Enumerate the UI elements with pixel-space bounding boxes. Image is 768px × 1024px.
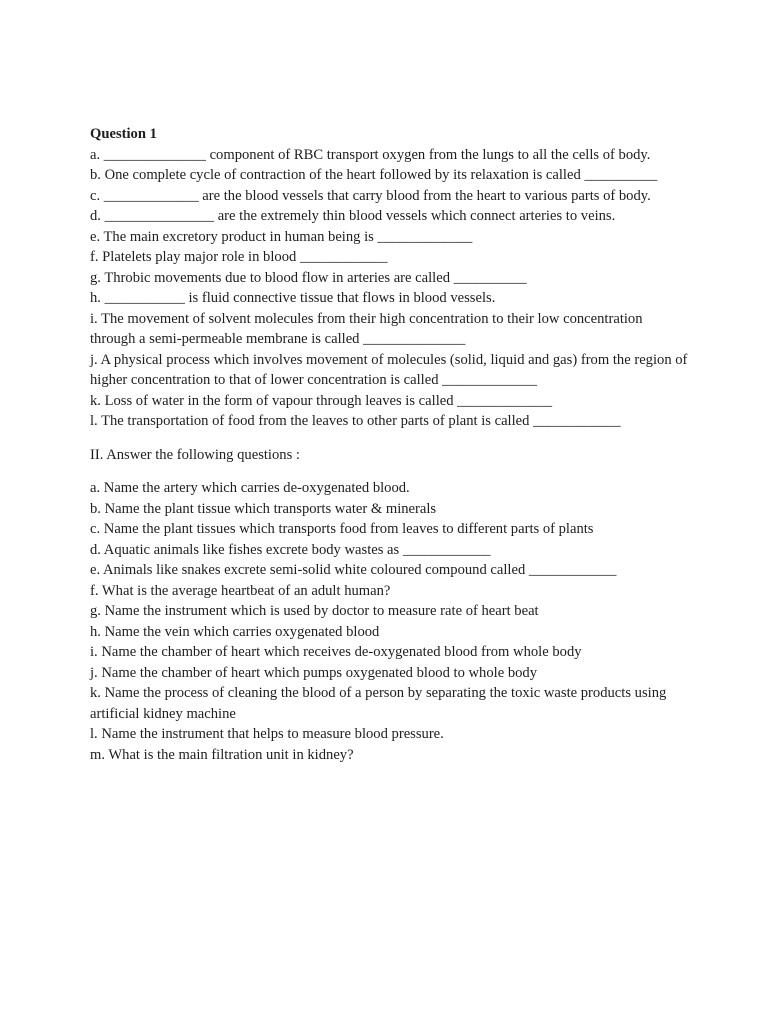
section-2-item: m. What is the main filtration unit in kidney?: [90, 746, 354, 763]
section-2-item: h. Name the vein which carries oxygenated blood: [90, 623, 380, 640]
question-1-item: a. ______________ component of RBC transport oxygen from the lungs to all the cells of body.: [90, 146, 651, 163]
section-2-item: l. Name the instrument that helps to measure blood pressure.: [90, 726, 444, 742]
section-2-item: i. Name the chamber of heart which receives de-oxygenated blood from whole body: [90, 644, 582, 660]
question-1-list: [90, 145, 690, 432]
question-1-item: h. ___________ is fluid connective tissue that flows in blood vessels.: [90, 290, 496, 306]
question-1-heading: Question 1: [90, 126, 157, 142]
section-2-item: c. Name the plant tissues which transports food from leaves to different parts of plants: [90, 521, 594, 537]
section-2-item: b. Name the plant tissue which transports water & minerals: [90, 500, 437, 517]
section-2-item: g. Name the instrument which is used by doctor to measure rate of heart beat: [90, 603, 539, 619]
question-1-item: f. Platelets play major role in blood ____________: [90, 249, 388, 265]
question-1-item: g. Throbic movements due to blood flow in arteries are called __________: [90, 269, 527, 286]
document-page: [90, 124, 690, 765]
section-2-item: k. Name the process of cleaning the blood of a person by separating the toxic waste products using artificial kidney machine: [90, 685, 667, 722]
question-1-item: c. _____________ are the blood vessels that carry blood from the heart to various parts of body.: [90, 187, 651, 204]
section-2-item: f. What is the average heartbeat of an adult human?: [90, 582, 391, 599]
question-1-item: b. One complete cycle of contraction of the heart followed by its relaxation is called __________: [90, 167, 658, 183]
section-2-heading: II. Answer the following questions :: [90, 446, 300, 463]
question-1-item: i. The movement of solvent molecules from their high concentration to their low concentration through a semi-permeable membrane is called ______________: [90, 310, 643, 347]
section-2-item: d. Aquatic animals like fishes excrete body wastes as ____________: [90, 541, 491, 558]
section-2-item: j. Name the chamber of heart which pumps oxygenated blood to whole body: [90, 664, 538, 681]
question-1-item: k. Loss of water in the form of vapour through leaves is called _____________: [90, 392, 553, 409]
section-2-item: a. Name the artery which carries de-oxygenated blood.: [90, 480, 410, 496]
question-1-item: d. _______________ are the extremely thin blood vessels which connect arteries to veins.: [90, 208, 616, 224]
question-1-item: j. A physical process which involves movement of molecules (solid, liquid and gas) from the region of higher concentration to that of lower concentration is called _____________: [90, 351, 688, 388]
question-1-item: e. The main excretory product in human being is _____________: [90, 228, 473, 245]
section-2-list: [90, 478, 690, 765]
question-1-item: l. The transportation of food from the leaves to other parts of plant is called ____________: [90, 413, 621, 429]
section-2-item: e. Animals like snakes excrete semi-solid white coloured compound called ____________: [90, 562, 617, 578]
